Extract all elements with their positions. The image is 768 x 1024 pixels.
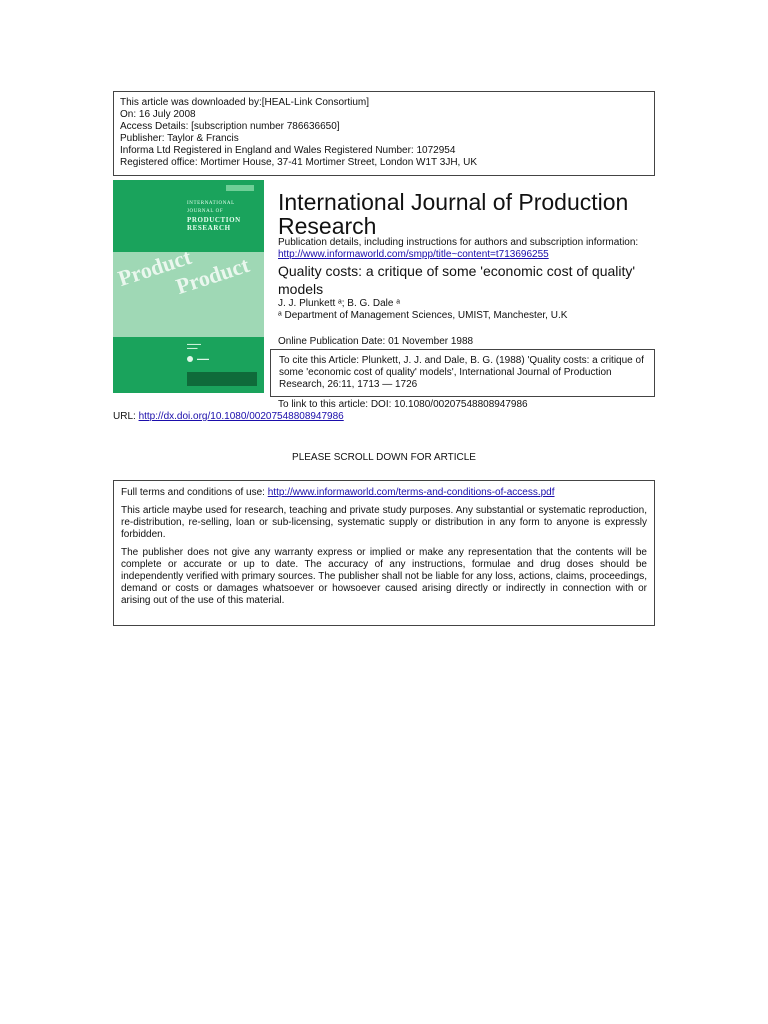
download-line: Access Details: [subscription number 786636650] [120,121,340,132]
author-affiliation: ᵃ Department of Management Sciences, UMIST, Manchester, U.K [278,310,568,321]
article-url-line [113,411,344,423]
terms-line [121,487,647,499]
citation-box [270,349,655,397]
terms-link[interactable]: http://www.informaworld.com/terms-and-conditions-of-access.pdf [267,487,555,498]
terms-box [113,480,655,626]
download-line: On: 16 July 2008 [120,109,196,120]
scroll-down-note: PLEASE SCROLL DOWN FOR ARTICLE [292,452,476,463]
cover-title-line: PRODUCTION [187,216,241,224]
cover-footer-band [187,372,257,386]
publisher-logo-text: ▬▬▬ [197,356,209,361]
cover-title-line: RESEARCH [187,224,231,232]
download-line: Informa Ltd Registered in England and Wales Registered Number: 1072954 [120,145,456,156]
terms-label: Full terms and conditions of use: [121,487,268,498]
cover-title-line: INTERNATIONAL [187,201,235,206]
online-publication-date: Online Publication Date: 01 November 1988 [278,336,474,347]
download-line: Publisher: Taylor & Francis [120,133,239,144]
terms-paragraph: The publisher does not give any warranty express or implied or make any representation that the contents will be complete or accurate or up to date. The accuracy of any instructions, formulae and drug doses should be independently verified with primary sources. The publisher shall not be liable for any loss, actions, claims, proceedings, demand or costs or damages whatsoever or howsoever caused arising directly or indirectly in connection with or arising out of the use of this material. [121,547,647,606]
cover-issue-label [226,185,254,191]
url-label: URL: [113,411,139,422]
cover-title-line: JOURNAL OF [187,209,224,214]
publisher-logo-icon [187,356,193,362]
article-doi-link[interactable]: http://dx.doi.org/10.1080/00207548808947986 [138,411,344,422]
cover-art-word: Product [114,243,195,292]
download-info-box [113,91,655,176]
journal-cover-image [113,180,264,393]
publication-details-label: Publication details, including instructions for authors and subscription information: [278,237,639,248]
article-title: Quality costs: a critique of some 'economic cost of quality' models [278,263,636,297]
cover-title [187,200,259,232]
cover-art-word: Product [172,251,253,300]
citation-text: To cite this Article: Plunkett, J. J. and Dale, B. G. (1988) 'Quality costs: a critique of some 'economic cost of quality' models', International Journal of Production Research, 26:11, 1713 — 1726 [279,355,644,390]
doi-text: To link to this article: DOI: 10.1080/00207548808947986 [278,399,528,410]
publication-details-link[interactable]: http://www.informaworld.com/smpp/title~content=t713696255 [278,249,549,260]
journal-title: International Journal of Production Research [278,189,629,239]
terms-paragraph: This article maybe used for research, teaching and private study purposes. Any substantial or systematic reproduction, re-distribution, re-selling, loan or sub-licensing, systematic supply or distribution in any form to anyone is expressly forbidden. [121,505,647,540]
cover-artwork [113,243,264,337]
download-line: Registered office: Mortimer House, 37-41 Mortimer Street, London W1T 3JH, UK [120,157,477,168]
publication-details [278,237,638,261]
cover-volume-info: ▬▬▬▬ ▬▬▬ [187,342,201,350]
article-authors: J. J. Plunkett ᵃ; B. G. Dale ᵃ [278,298,400,309]
download-line: This article was downloaded by:[HEAL-Link Consortium] [120,97,369,108]
